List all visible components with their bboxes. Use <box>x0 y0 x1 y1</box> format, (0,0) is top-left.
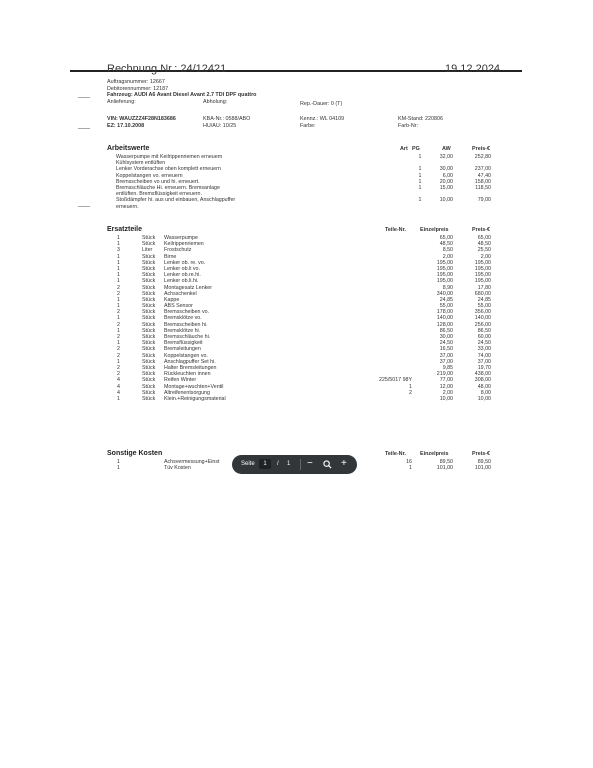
col-teile-nr: Teile-Nr. <box>385 227 406 233</box>
part-description: Bremsschläuche hi. <box>164 334 211 340</box>
line-price: 48,50 <box>477 241 491 248</box>
unit: Stück <box>142 296 156 303</box>
part-description: Frostschutz <box>164 247 192 254</box>
hu-au: HU/AU: 10/25 <box>203 123 237 129</box>
unit: Stück <box>142 377 156 384</box>
part-description: Bremsscheiben vo. <box>164 309 210 316</box>
work-units: 20,00 <box>439 178 453 185</box>
work-units: 6,00 <box>442 172 453 179</box>
unit-price: 86,50 <box>439 327 453 334</box>
work-units: 15,00 <box>439 184 453 191</box>
rep-dauer: Rep.-Dauer: 0 (T) <box>300 101 343 107</box>
unit-price: 101,00 <box>436 465 453 472</box>
unit: Stück <box>142 346 156 353</box>
part-number: 16 <box>406 459 412 465</box>
arbeitswerte-rows <box>107 154 497 210</box>
ersatzteile-section <box>107 226 497 402</box>
price-group: 1 <box>418 178 422 185</box>
part-description: Wasserpumpe <box>164 235 198 241</box>
part-number: 2 <box>409 389 412 396</box>
line-price: 19,70 <box>477 364 491 371</box>
unit: Stück <box>142 278 156 285</box>
part-description: Kappe <box>164 296 180 303</box>
unit-price: 9,85 <box>442 364 453 371</box>
zoom-out-button[interactable] <box>307 458 313 470</box>
unit-price: 10,00 <box>439 395 453 402</box>
unit: Stück <box>142 315 156 322</box>
unit: Stück <box>142 272 156 279</box>
pdf-toolbar <box>232 455 357 474</box>
unit-price: 195,00 <box>436 278 453 285</box>
ersatzteile-rows <box>107 235 497 402</box>
quantity: 1 <box>117 241 120 248</box>
part-number: 1 <box>409 465 412 472</box>
header-line: Debitorennummer: 12187 <box>107 85 169 92</box>
part-description: Klein.+Reinigungsmaterial <box>164 395 226 402</box>
unit-price: 195,00 <box>436 259 453 266</box>
line-price: 24,85 <box>477 296 491 303</box>
margin-mark <box>78 206 90 207</box>
part-description: Bremsflüssigkeit <box>164 340 203 347</box>
unit-price: 65,00 <box>439 235 453 241</box>
quantity: 1 <box>117 272 120 279</box>
part-description: Tüv Kosten <box>164 465 191 472</box>
part-description: ABS Sensor <box>164 303 193 310</box>
line-price: 89,50 <box>477 459 491 465</box>
line-price: 86,50 <box>477 327 491 334</box>
unit-price: 8,50 <box>442 247 453 254</box>
invoice-date: 19.12.2024 <box>445 63 501 75</box>
col-preis: Preis-€ <box>472 227 490 233</box>
part-description: Reifen Winter <box>164 377 197 384</box>
header-line: Anlieferung: <box>107 98 136 105</box>
unit: Stück <box>142 389 156 396</box>
invoice-title: Rechnung Nr.: 24/12421 <box>107 63 227 75</box>
part-description: Lenker ob.re.hi. <box>164 272 201 279</box>
table-row <box>107 396 497 402</box>
line-price: 33,00 <box>477 346 491 353</box>
arbeitswerte-section <box>107 145 497 210</box>
part-description: Montagesatz Lenker <box>164 284 212 291</box>
zoom-in-button[interactable] <box>341 458 347 470</box>
part-number: 1 <box>409 383 412 390</box>
part-description: Keilrippenriemen <box>164 241 204 248</box>
margin-mark <box>78 97 90 98</box>
quantity: 2 <box>117 352 120 359</box>
margin-mark <box>78 128 90 129</box>
total-pages: 1 <box>287 461 291 467</box>
quantity: 2 <box>117 321 120 328</box>
work-description: Lenker Vorderachse oben komplett erneuern <box>116 166 221 173</box>
quantity: 2 <box>117 364 120 371</box>
unit-price: 24,85 <box>439 296 453 303</box>
quantity: 1 <box>117 395 120 402</box>
unit: Stück <box>142 340 156 347</box>
line-price: 25,50 <box>477 247 491 254</box>
unit-price: 48,50 <box>439 241 453 248</box>
line-price: 47,40 <box>477 172 491 179</box>
part-description: Achsschenkel <box>164 290 197 297</box>
part-description: Bremsklötze vo. <box>164 315 202 322</box>
unit-price: 195,00 <box>436 265 453 272</box>
work-description: Bremsscheiben vo und hi. erneuert. <box>116 178 200 185</box>
unit: Stück <box>142 241 156 248</box>
quantity: 1 <box>117 235 120 241</box>
unit: Stück <box>142 309 156 316</box>
work-description: erneuern. <box>116 203 139 210</box>
unit: Stück <box>142 265 156 272</box>
quantity: 2 <box>117 284 120 291</box>
col-pg: PG <box>412 146 420 152</box>
line-price: 24,50 <box>477 340 491 347</box>
header-lines <box>107 79 256 105</box>
quantity: 1 <box>117 358 120 365</box>
line-price: 356,00 <box>474 309 491 316</box>
line-price: 74,00 <box>477 352 491 359</box>
col-preis: Preis-€ <box>472 146 490 152</box>
quantity: 1 <box>117 315 120 322</box>
quantity: 1 <box>117 303 120 310</box>
vin: VIN: WAUZZZ4F28N183686 <box>107 116 176 122</box>
quantity: 4 <box>117 389 120 396</box>
quantity: 3 <box>117 247 120 254</box>
unit-price: 12,00 <box>439 383 453 390</box>
col-teile-nr: Teile-Nr. <box>385 451 406 457</box>
unit-price: 8,90 <box>442 284 453 291</box>
unit-price: 37,00 <box>439 352 453 359</box>
line-price: 65,00 <box>477 235 491 241</box>
part-description: Altreifenentsorgung <box>164 389 210 396</box>
quantity: 1 <box>117 327 120 334</box>
unit: Stück <box>142 321 156 328</box>
section-title: Arbeitswerte <box>107 145 150 152</box>
part-description: Bremsklötze hi. <box>164 327 201 334</box>
unit: Stück <box>142 358 156 365</box>
header-line: Auftragsnummer: 12667 <box>107 79 165 85</box>
price-group: 1 <box>418 172 422 179</box>
line-price: 256,00 <box>474 321 491 328</box>
unit-price: 128,00 <box>436 321 453 328</box>
unit: Stück <box>142 383 156 390</box>
line-price: 55,00 <box>477 303 491 310</box>
line-price: 195,00 <box>474 272 491 279</box>
unit-price: 140,00 <box>436 315 453 322</box>
quantity: 1 <box>117 265 120 272</box>
part-description: Anschlagpuffer Set hi. <box>164 358 216 365</box>
price-group: 1 <box>418 166 422 173</box>
kba-nr: KBA-Nr.: 0588/ABO <box>203 116 251 122</box>
line-price: 438,00 <box>474 371 491 378</box>
quantity: 1 <box>117 459 120 465</box>
unit: Stück <box>142 235 156 241</box>
line-price: 195,00 <box>474 259 491 266</box>
part-description: Birne <box>164 253 177 260</box>
line-price: 195,00 <box>474 278 491 285</box>
page-number-input[interactable]: 1 <box>259 459 271 469</box>
unit-price: 30,00 <box>439 334 453 340</box>
quantity: 1 <box>117 253 120 260</box>
section-header <box>107 226 497 235</box>
col-art: Art <box>400 146 408 152</box>
col-aw: AW <box>442 146 451 152</box>
work-description: Wasserpumpe mit Keilrippenriemen erneuern <box>116 154 223 160</box>
price-group: 1 <box>418 184 422 191</box>
line-price: 48,00 <box>477 383 491 390</box>
work-description: Koppelstangen vo. erneuern <box>116 172 183 179</box>
work-description: Bremsschläuche Hi. erneuern. Bremsanlage <box>116 184 220 191</box>
work-units: 10,00 <box>439 197 453 204</box>
unit-price: 2,00 <box>442 253 453 260</box>
section-title: Ersatzteile <box>107 226 143 233</box>
work-description: Stoßdämpfer hi. aus und einbauen, Anschlagpuffer <box>116 197 236 204</box>
part-description: Achsvermessung+Einst <box>164 459 220 465</box>
line-price: 308,00 <box>474 377 491 384</box>
quantity: 1 <box>117 465 120 472</box>
table-row <box>107 204 497 210</box>
line-price: 10,00 <box>477 395 491 402</box>
unit: Liter <box>142 247 153 254</box>
quantity: 4 <box>117 383 120 390</box>
work-description: entlüften. Bremsflüssigkeit erneuern. <box>116 191 202 198</box>
line-price: 237,00 <box>474 166 491 173</box>
quantity: 1 <box>117 259 120 266</box>
page-label: Seite <box>241 461 255 467</box>
part-description: Rückleuchten innen <box>164 371 211 378</box>
quantity: 2 <box>117 346 120 353</box>
quantity: 1 <box>117 340 120 347</box>
unit: Stück <box>142 364 156 371</box>
quantity: 2 <box>117 334 120 340</box>
part-description: Montage+wuchten+Ventil <box>164 383 224 390</box>
quantity: 4 <box>117 377 120 384</box>
unit: Stück <box>142 284 156 291</box>
part-description: Bremsscheiben hi. <box>164 321 208 328</box>
page-separator: / <box>277 461 279 467</box>
unit-price: 16,50 <box>439 346 453 353</box>
line-price: 158,00 <box>474 178 491 185</box>
work-units: 32,00 <box>439 154 453 160</box>
unit: Stück <box>142 290 156 297</box>
quantity: 1 <box>117 296 120 303</box>
unit: Stück <box>142 327 156 334</box>
zoom-in-icon: + <box>341 458 347 469</box>
unit: Stück <box>142 253 156 260</box>
price-group: 1 <box>418 197 422 204</box>
quantity: 2 <box>117 309 120 316</box>
vehicle-line: Fahrzeug: AUDI A6 Avant Diesel Avant 2.7 TDI DPF quattro <box>107 92 257 98</box>
work-description: Kühlsystem entlüften <box>116 160 166 167</box>
line-price: 195,00 <box>474 265 491 272</box>
unit-price: 195,00 <box>436 272 453 279</box>
farbe: Farbe: <box>300 123 316 129</box>
line-price: 101,00 <box>474 465 491 472</box>
col-einzelpreis: Einzelpreis <box>420 227 449 233</box>
unit-price: 178,00 <box>436 309 453 316</box>
part-number: 225/5017 98Y <box>379 377 412 384</box>
unit-price: 219,00 <box>436 371 453 378</box>
unit: Stück <box>142 352 156 359</box>
line-price: 680,00 <box>474 290 491 297</box>
ez: EZ: 17.10.2008 <box>107 123 145 129</box>
unit-price: 89,50 <box>439 459 453 465</box>
unit-price: 77,00 <box>439 377 453 384</box>
part-description: Bremsleitungen <box>164 346 201 353</box>
part-description: Koppelstangen vo. <box>164 352 208 359</box>
part-description: Lenker ob.li.hi. <box>164 278 199 285</box>
part-description: Lenker ob. re. vo. <box>164 259 206 266</box>
section-header <box>107 145 497 154</box>
price-group: 1 <box>418 154 422 160</box>
unit-price: 340,00 <box>436 290 453 297</box>
line-price: 37,00 <box>477 358 491 365</box>
line-price: 79,00 <box>477 197 491 204</box>
kennzeichen: Kennz.: WL 04109 <box>300 116 345 122</box>
unit-price: 37,00 <box>439 358 453 365</box>
section-title: Sonstige Kosten <box>107 450 163 457</box>
unit: Stück <box>142 371 156 378</box>
quantity: 2 <box>117 371 120 378</box>
abholung-label: Abholung: <box>203 98 228 105</box>
zoom-out-icon: − <box>307 458 313 469</box>
farb-nr: Farb-Nr: <box>398 123 419 129</box>
line-price: 118,50 <box>475 184 491 191</box>
line-price: 8,00 <box>480 389 491 396</box>
magnifier-icon <box>323 460 332 469</box>
unit-price: 24,50 <box>439 340 453 347</box>
line-price: 140,00 <box>474 315 491 322</box>
part-description: Lenker ob.li vo. <box>164 265 200 272</box>
part-description: Halter Bremsleitungen <box>164 364 217 371</box>
unit: Stück <box>142 303 156 310</box>
quantity: 2 <box>117 290 120 297</box>
line-price: 252,80 <box>474 154 491 160</box>
line-price: 17,80 <box>477 284 491 291</box>
quantity: 1 <box>117 278 120 285</box>
unit: Stück <box>142 259 156 266</box>
line-price: 60,00 <box>477 334 491 340</box>
toolbar-divider <box>300 459 301 470</box>
col-einzelpreis: Einzelpreis <box>420 451 449 457</box>
km-stand: KM-Stand: 220806 <box>398 116 443 122</box>
unit: Stück <box>142 334 156 340</box>
work-units: 30,00 <box>439 166 453 173</box>
unit-price: 2,00 <box>442 389 453 396</box>
line-price: 2,00 <box>480 253 491 260</box>
unit: Stück <box>142 395 156 402</box>
search-button[interactable] <box>323 458 332 474</box>
col-preis: Preis-€ <box>472 451 490 457</box>
unit-price: 55,00 <box>439 303 453 310</box>
